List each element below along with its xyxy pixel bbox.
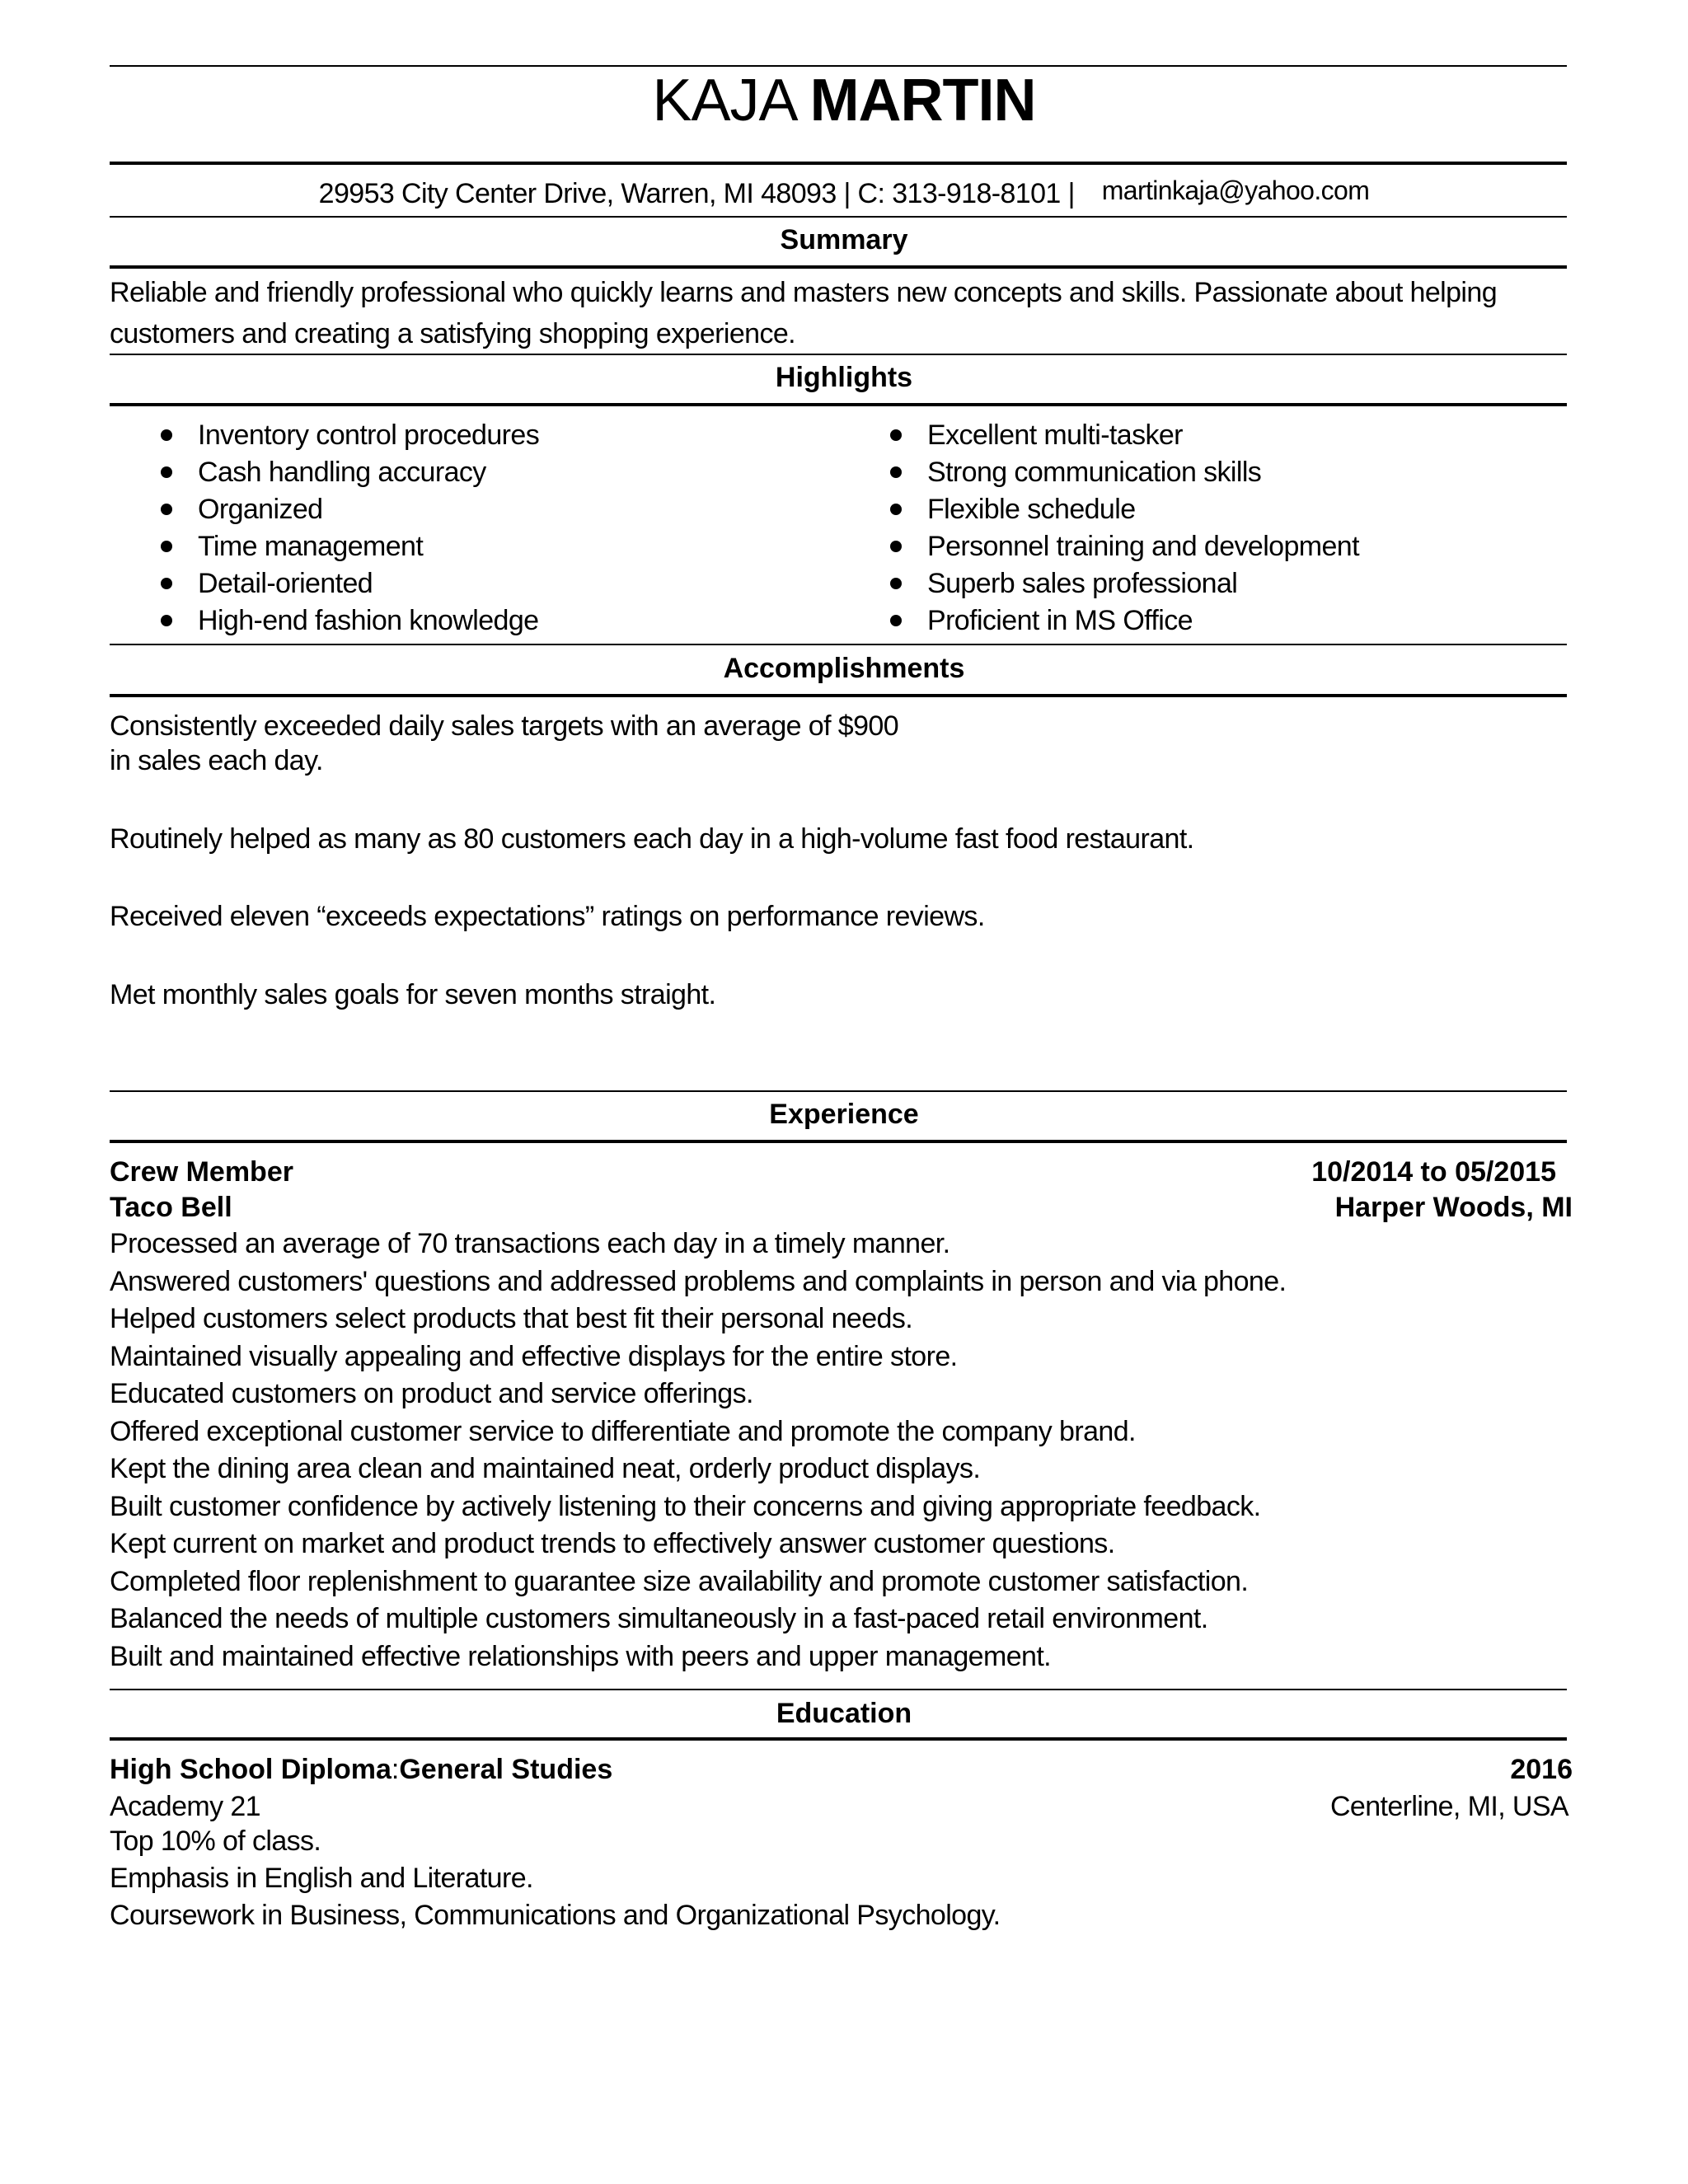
- list-item: Excellent multi-tasker: [927, 417, 1359, 454]
- list-item: Proficient in MS Office: [927, 602, 1359, 640]
- bullet-icon: [161, 615, 172, 626]
- summary-heading: Summary: [780, 224, 908, 255]
- job-company: Taco Bell: [110, 1192, 232, 1223]
- school-location: Centerline, MI, USA: [1329, 1791, 1568, 1822]
- job-duties: [110, 1226, 1286, 1675]
- divider: [110, 162, 1567, 165]
- list-item: Kept current on market and product trends to effectively answer customer questions.: [110, 1528, 1115, 1559]
- list-item: High-end fashion knowledge: [198, 602, 539, 640]
- list-item: Inventory control procedures: [198, 417, 539, 454]
- accomplishment-item: Received eleven “exceeds expectations” ratings on performance reviews.: [110, 901, 985, 932]
- bullet-icon: [890, 615, 902, 626]
- divider: [110, 265, 1567, 269]
- last-name: MARTIN: [809, 68, 1036, 134]
- divider: [110, 1689, 1567, 1690]
- highlights-left-column: [198, 417, 539, 640]
- candidate-name: [0, 68, 1688, 134]
- list-item: Superb sales professional: [927, 565, 1359, 602]
- divider: [110, 694, 1567, 697]
- divider: [110, 65, 1567, 67]
- field-of-study: General Studies: [399, 1754, 613, 1785]
- list-item: Strong communication skills: [927, 454, 1359, 491]
- list-item: Top 10% of class.: [110, 1825, 321, 1857]
- list-item: Built customer confidence by actively listening to their concerns and giving appropriate feedback.: [110, 1490, 1261, 1522]
- first-name: KAJA: [652, 68, 795, 134]
- list-item: Detail-oriented: [198, 565, 539, 602]
- list-item: Cash handling accuracy: [198, 454, 539, 491]
- highlights-heading: Highlights: [775, 362, 913, 393]
- education-degree-line: High School Diploma:General Studies: [110, 1754, 613, 1785]
- experience-heading: Experience: [769, 1099, 919, 1130]
- school-name: Academy 21: [110, 1791, 260, 1822]
- bullet-icon: [890, 578, 902, 589]
- summary-text: Reliable and friendly professional who quickly learns and masters new concepts and skills. Passionate about helping customers and creating a satisfying shopping experience.: [110, 277, 1497, 349]
- list-item: Offered exceptional customer service to differentiate and promote the company brand.: [110, 1415, 1136, 1447]
- bullet-icon: [161, 504, 172, 515]
- education-details: [110, 1823, 1001, 1934]
- divider: [110, 644, 1567, 645]
- accomplishment-item: Routinely helped as many as 80 customers each day in a high-volume fast food restaurant.: [110, 823, 1194, 855]
- list-item: Educated customers on product and service offerings.: [110, 1378, 753, 1409]
- list-item: Emphasis in English and Literature.: [110, 1863, 533, 1894]
- list-item: Maintained visually appealing and effective displays for the entire store.: [110, 1340, 958, 1372]
- bullet-icon: [890, 466, 902, 478]
- accomplishment-item: Consistently exceeded daily sales targets with an average of $900: [110, 710, 899, 742]
- bullet-icon: [161, 429, 172, 441]
- list-item: Helped customers select products that best fit their personal needs.: [110, 1303, 913, 1334]
- bullet-icon: [161, 466, 172, 478]
- list-item: Built and maintained effective relationships with peers and upper management.: [110, 1640, 1052, 1672]
- bullet-icon: [161, 578, 172, 589]
- divider: [110, 1090, 1567, 1092]
- accomplishment-item: in sales each day.: [110, 745, 323, 776]
- divider: [110, 354, 1567, 355]
- degree: High School Diploma: [110, 1754, 392, 1785]
- list-item: Personnel training and development: [927, 528, 1359, 565]
- list-item: Balanced the needs of multiple customers simultaneously in a fast-paced retail environment.: [110, 1603, 1208, 1634]
- contact-line: [0, 178, 1688, 210]
- list-item: Coursework in Business, Communications and Organizational Psychology.: [110, 1900, 1001, 1931]
- job-title: Crew Member: [110, 1156, 293, 1188]
- job-location: Harper Woods, MI: [1334, 1192, 1573, 1223]
- divider: [110, 216, 1567, 218]
- education-heading: Education: [776, 1698, 912, 1729]
- accomplishment-item: Met monthly sales goals for seven months straight.: [110, 979, 716, 1010]
- bullet-icon: [890, 504, 902, 515]
- list-item: Answered customers' questions and addressed problems and complaints in person and via phone.: [110, 1265, 1287, 1297]
- accomplishments-heading: Accomplishments: [723, 653, 965, 684]
- bullet-icon: [890, 541, 902, 552]
- highlights-right-column: [927, 417, 1359, 640]
- job-dates: 10/2014 to 05/2015: [1311, 1156, 1556, 1188]
- list-item: Flexible schedule: [927, 491, 1359, 528]
- divider: [110, 1140, 1567, 1143]
- list-item: Completed floor replenishment to guarantee size availability and promote customer satisfaction.: [110, 1565, 1249, 1597]
- education-year: 2016: [1510, 1754, 1573, 1785]
- list-item: Organized: [198, 491, 539, 528]
- list-item: Kept the dining area clean and maintained neat, orderly product displays.: [110, 1453, 981, 1484]
- bullet-icon: [161, 541, 172, 552]
- divider: [110, 1737, 1567, 1741]
- bullet-icon: [890, 429, 902, 441]
- contact-email: martinkaja@yahoo.com: [1101, 176, 1370, 205]
- divider: [110, 403, 1567, 406]
- list-item: Time management: [198, 528, 539, 565]
- contact-address-phone: 29953 City Center Drive, Warren, MI 48093 | C: 313-918-8101 |: [318, 178, 1075, 209]
- list-item: Processed an average of 70 transactions each day in a timely manner.: [110, 1228, 950, 1259]
